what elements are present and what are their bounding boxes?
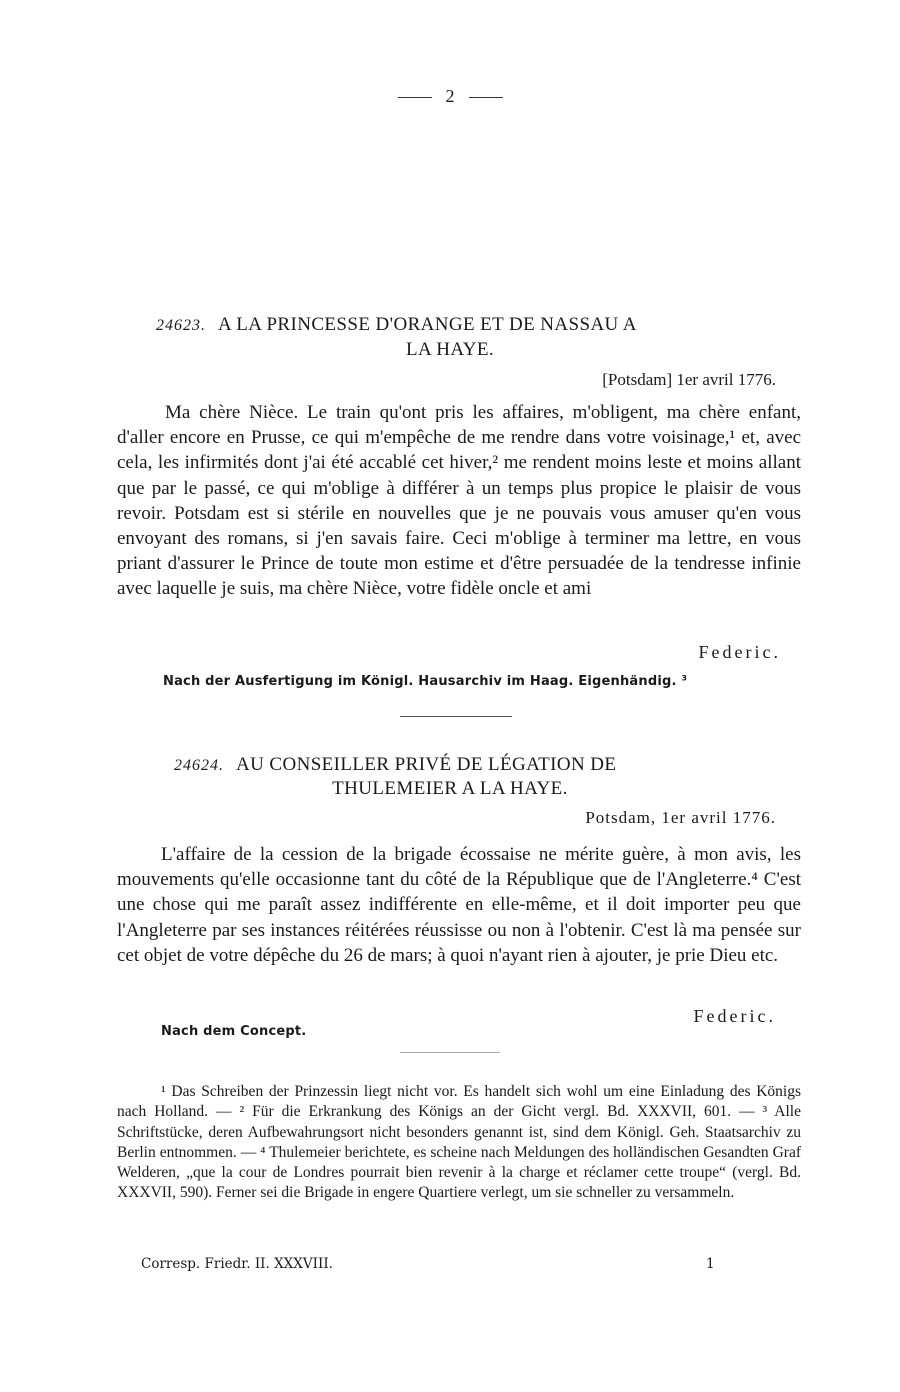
letter-body: L'affaire de la cession de la brigade écossaise ne mérite guère, à mon avis, les mouvements qu'elle occasionne tant du côté de la République que de l'Angleterre.⁴ C'est une chose qui me paraît assez indifférente en elle-même, et il doit importer peu que l'Angleterre par ses instances réitérées réussisse ou non à l'obtenir. C'est là ma pensée sur cet objet de votre dépêche du 26 de mars; à quoi n'ayant rien à ajouter, je prie Dieu etc. [117,844,801,966]
letter-title-line2: LA HAYE. [405,339,494,360]
footer-volume: Corresp. Friedr. II. XXXVIII. [141,1256,333,1272]
letter-heading [156,314,637,336]
letter-title-line1: AU CONSEILLER PRIVÉ DE LÉGATION DE [236,754,617,775]
footer-signature-mark: 1 [706,1256,715,1272]
page-number: 2 [445,86,455,106]
section-divider [400,1052,500,1053]
letter-heading [174,754,616,776]
dateline: Potsdam, 1er avril 1776. [585,808,776,827]
letter-title-line1: A LA PRINCESSE D'ORANGE ET DE NASSAU A [218,314,637,335]
footnotes: ¹ Das Schreiben der Prinzessin liegt nicht vor. Es handelt sich wohl um eine Einladung des Königs nach Holland. — ² Für die Erkrankung des Königs an der Gicht vergl. Bd. XXXVII, 601. — ³ Alle Schriftstücke, deren Aufbewahrungsort nicht besonders genannt ist, sind dem Königl. Geh. Staatsarchiv zu Berlin entnommen. — ⁴ Thulemeier berichtete, es scheine nach Meldungen des holländischen Gesandten Graf Welderen, „que la cour de Londres pourrait bien revenir à la charge et réclamer cette troupe“ (vergl. Bd. XXXVII, 590). Ferner sei die Brigade in engere Quartiere verlegt, um sie schneller zu versammeln. [117,1083,801,1202]
letter-number: 24623. [156,317,206,334]
decorative-dash [469,97,503,98]
letter-number: 24624. [174,757,224,774]
section-divider [400,716,512,717]
signature: Federic. [698,642,781,662]
source-note: Nach dem Concept. [161,1024,307,1039]
source-note: Nach der Ausfertigung im Königl. Hausarchiv im Haag. Eigenhändig. ³ [163,674,688,689]
dateline: [Potsdam] 1er avril 1776. [602,370,776,389]
page-number-line [0,86,900,107]
letter-body: Ma chère Nièce. Le train qu'ont pris les affaires, m'obligent, ma chère enfant, d'aller encore en Prusse, ce qui m'empêche de me rendre dans votre voisinage,¹ et, avec cela, les infirmités dont j'ai été accablé cet hiver,² me rendent moins leste et moins allant que par le passé, ce qui m'oblige à différer à un temps plus propice le plaisir de vous revoir. Potsdam est si stérile en nouvelles que je ne pouvais vous amuser qu'en vous envoyant des romans, si j'en savais faire. Ceci m'oblige à terminer ma lettre, en vous priant d'assurer le Prince de toute mon estime et d'être persuadée de la tendresse infinie avec laquelle je suis, ma chère Nièce, votre fidèle oncle et ami [117,402,801,600]
letter-title-line2: THULEMEIER A LA HAYE. [332,778,568,799]
signature: Federic. [693,1006,776,1026]
decorative-dash [398,97,432,98]
